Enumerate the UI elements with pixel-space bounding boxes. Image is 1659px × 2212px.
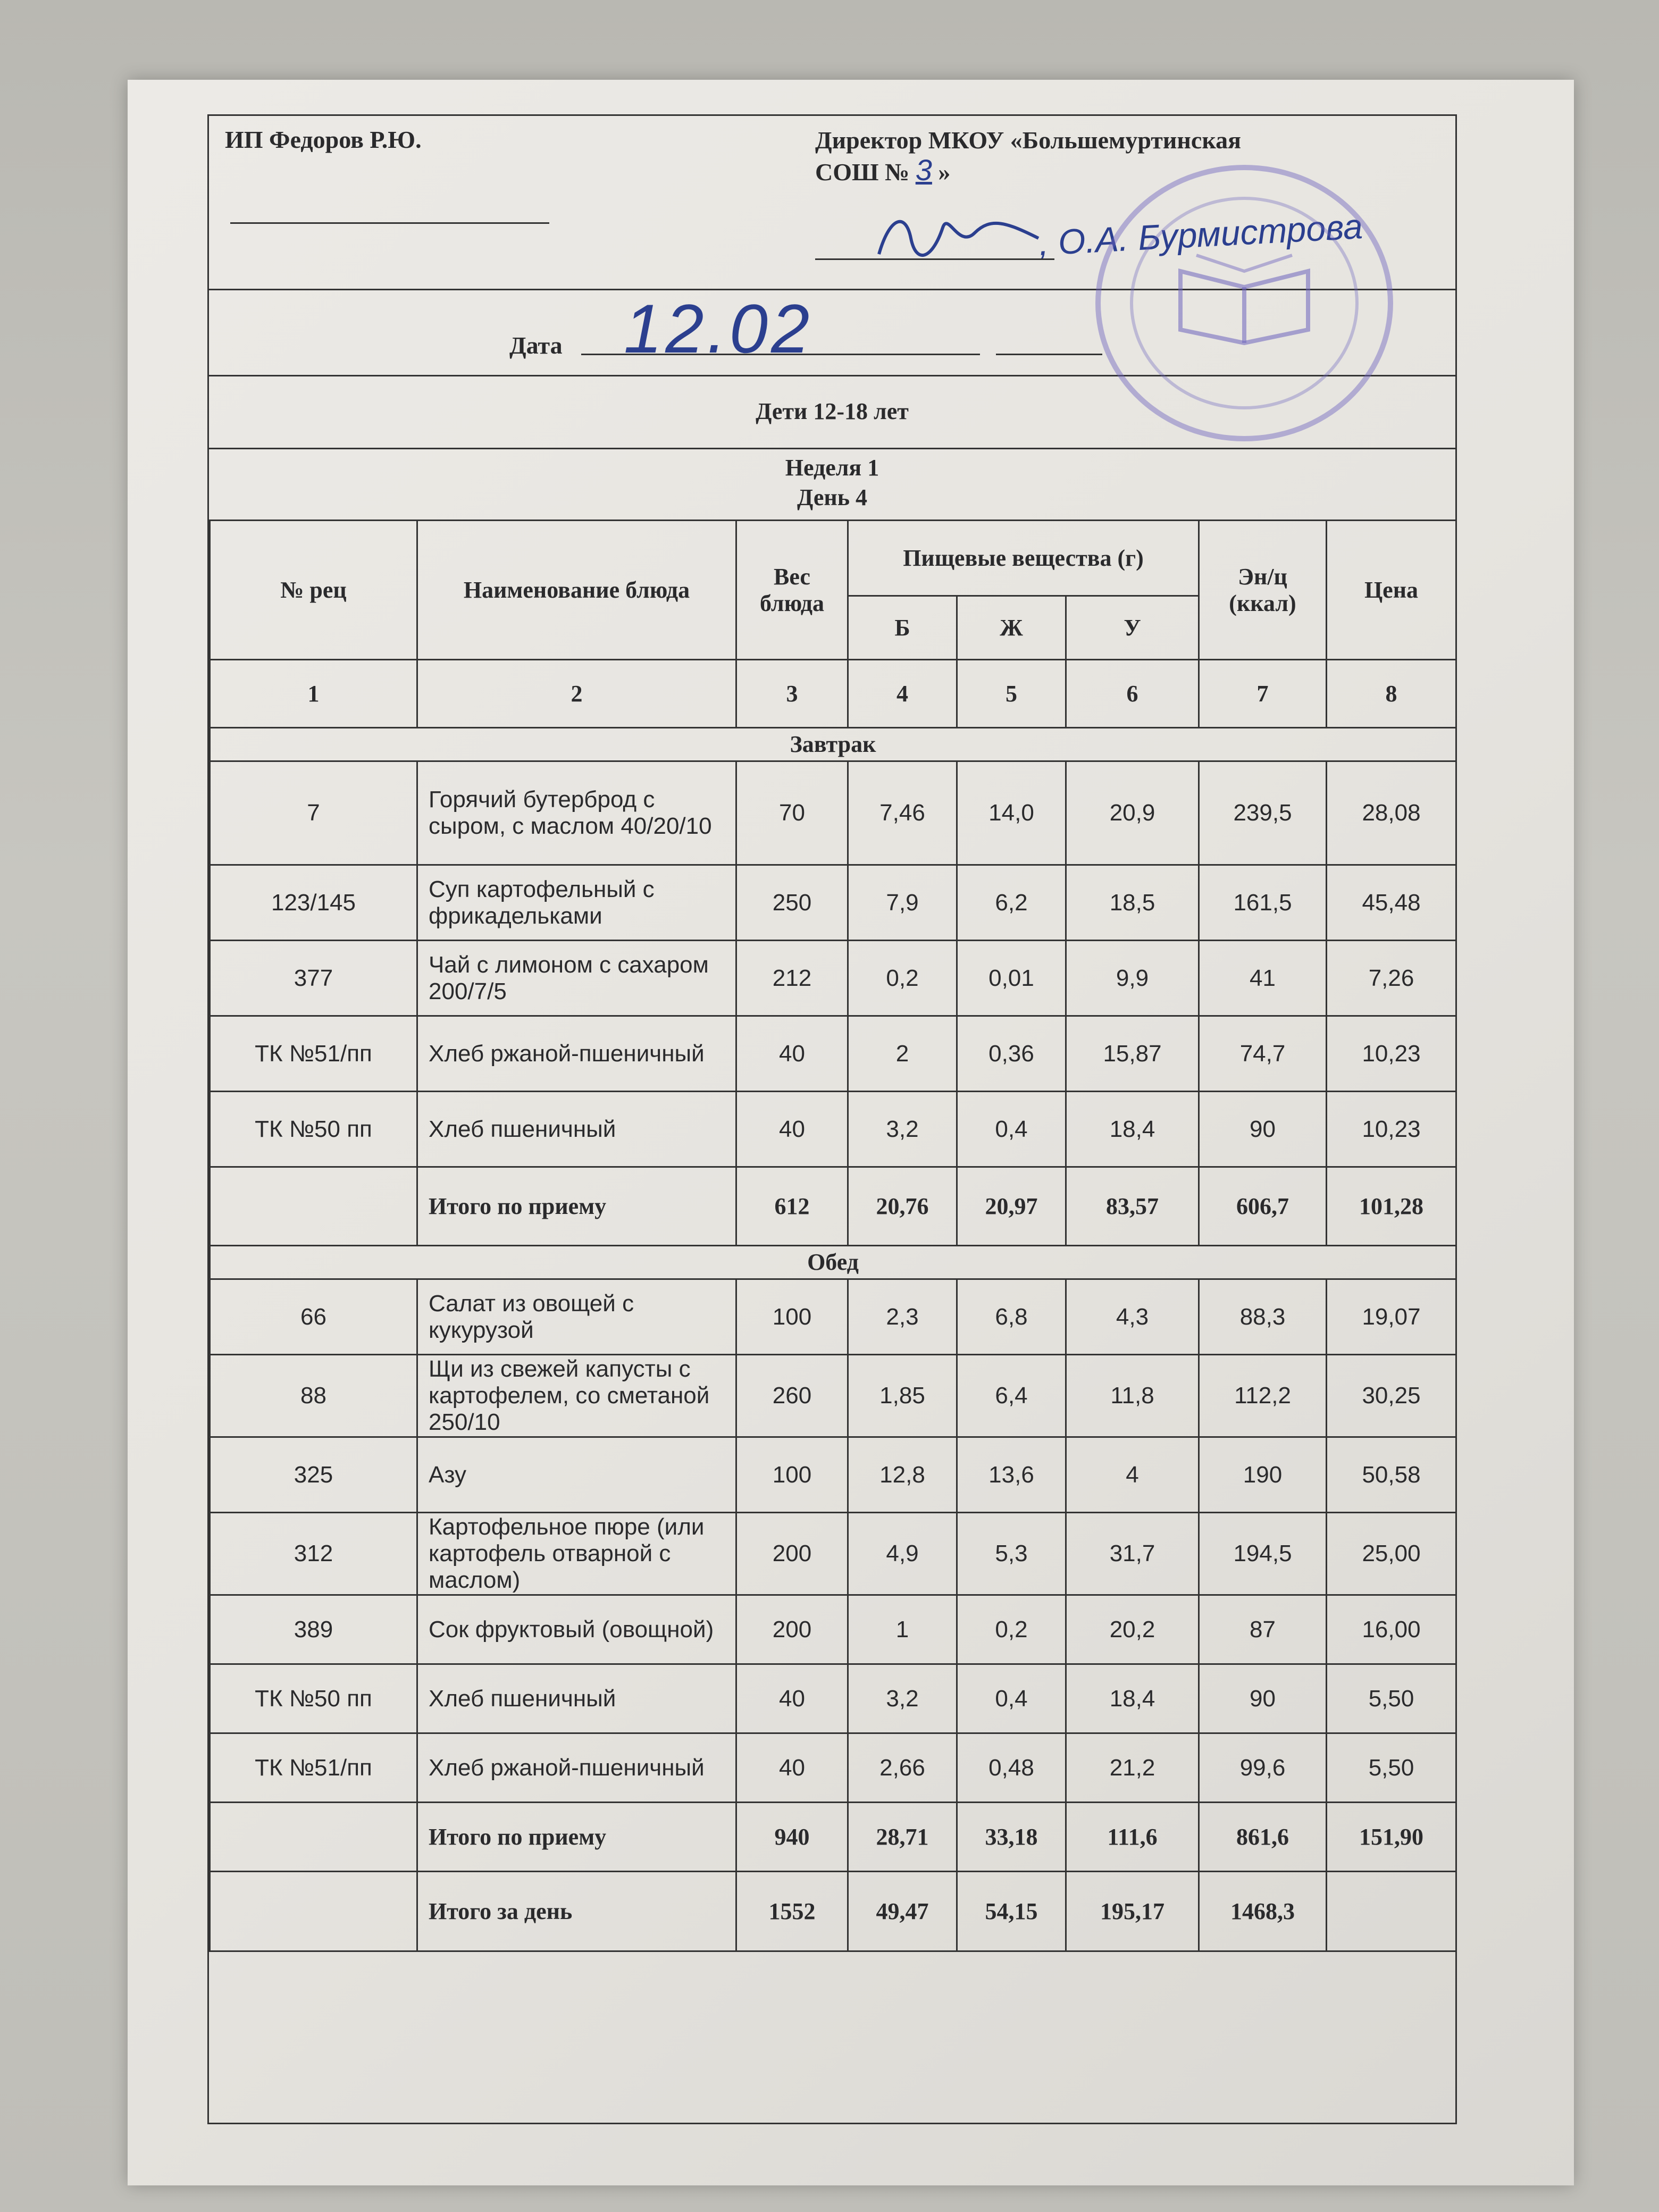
cell-zh: 6,8 — [957, 1279, 1066, 1355]
cell-price: 10,23 — [1327, 1092, 1456, 1167]
cell-weight: 100 — [736, 1437, 848, 1513]
cell-name: Чай с лимоном с сахаром 200/7/5 — [417, 941, 736, 1016]
table-row — [210, 941, 1456, 1016]
cell-b: 2 — [848, 1016, 957, 1092]
cell-name: Хлеб пшеничный — [417, 1664, 736, 1733]
cell-price: 10,23 — [1327, 1016, 1456, 1092]
date-value: 12.02 — [624, 290, 813, 367]
cell-energy: 161,5 — [1199, 865, 1327, 941]
cell-energy: 1468,3 — [1199, 1872, 1327, 1951]
cell-zh: 0,2 — [957, 1595, 1066, 1664]
cell-price — [1327, 1872, 1456, 1951]
cell-energy: 90 — [1199, 1664, 1327, 1733]
cell-b: 7,46 — [848, 761, 957, 865]
table-row — [210, 761, 1456, 865]
cell-rec: 389 — [210, 1595, 417, 1664]
cell-u: 18,4 — [1066, 1664, 1199, 1733]
cell-zh: 0,48 — [957, 1733, 1066, 1803]
cell-name: Горячий бутерброд с сыром, с маслом 40/20/10 — [417, 761, 736, 865]
cell-name: Сок фруктовый (овощной) — [417, 1595, 736, 1664]
cell-weight: 212 — [736, 941, 848, 1016]
cell-price: 7,26 — [1327, 941, 1456, 1016]
cell-rec: 325 — [210, 1437, 417, 1513]
cell-name: Салат из овощей с кукурузой — [417, 1279, 736, 1355]
cell-zh: 54,15 — [957, 1872, 1066, 1951]
cell-b: 28,71 — [848, 1803, 957, 1872]
col-num: 8 — [1327, 660, 1456, 728]
cell-weight: 40 — [736, 1733, 848, 1803]
table-row — [210, 1279, 1456, 1355]
cell-u: 11,8 — [1066, 1355, 1199, 1437]
cell-energy: 74,7 — [1199, 1016, 1327, 1092]
cell-name: Азу — [417, 1437, 736, 1513]
col-name: Наименование блюда — [417, 521, 736, 660]
cell-weight: 40 — [736, 1664, 848, 1733]
col-num: 3 — [736, 660, 848, 728]
col-num: 6 — [1066, 660, 1199, 728]
table-row — [210, 1733, 1456, 1803]
section-title: Обед — [210, 1246, 1456, 1279]
cell-u: 31,7 — [1066, 1513, 1199, 1595]
cell-energy: 99,6 — [1199, 1733, 1327, 1803]
cell-energy: 87 — [1199, 1595, 1327, 1664]
cell-energy: 90 — [1199, 1092, 1327, 1167]
cell-u: 4,3 — [1066, 1279, 1199, 1355]
school-prefix: СОШ № — [815, 158, 910, 186]
cell-name: Щи из свежей капусты с картофелем, со сметаной 250/10 — [417, 1355, 736, 1437]
cell-b: 3,2 — [848, 1664, 957, 1733]
day-label: День 4 — [797, 484, 867, 510]
cell-b: 1,85 — [848, 1355, 957, 1437]
director-signature-line — [815, 258, 1054, 260]
table-row — [210, 1664, 1456, 1733]
cell-price: 16,00 — [1327, 1595, 1456, 1664]
cell-rec: ТК №50 пп — [210, 1664, 417, 1733]
school-stamp — [1095, 165, 1393, 441]
cell-energy: 112,2 — [1199, 1355, 1327, 1437]
cell-rec: 88 — [210, 1355, 417, 1437]
cell-rec: ТК №50 пп — [210, 1092, 417, 1167]
col-nutrients: Пищевые вещества (г) — [848, 521, 1199, 596]
cell-price: 28,08 — [1327, 761, 1456, 865]
cell-price: 151,90 — [1327, 1803, 1456, 1872]
cell-zh: 0,4 — [957, 1664, 1066, 1733]
table-row — [210, 1355, 1456, 1437]
section-title: Завтрак — [210, 728, 1456, 761]
cell-weight: 200 — [736, 1513, 848, 1595]
cell-energy: 861,6 — [1199, 1803, 1327, 1872]
cell-b: 0,2 — [848, 941, 957, 1016]
date-label: Дата — [509, 332, 563, 359]
school-suffix: » — [938, 158, 951, 186]
cell-rec: 377 — [210, 941, 417, 1016]
table-row — [210, 1513, 1456, 1595]
cell-b: 49,47 — [848, 1872, 957, 1951]
lunch-total-row — [210, 1803, 1456, 1872]
cell-price: 45,48 — [1327, 865, 1456, 941]
cell-total-label: Итого по приему — [417, 1167, 736, 1246]
cell-name: Хлеб ржаной-пшеничный — [417, 1016, 736, 1092]
cell-u: 18,4 — [1066, 1092, 1199, 1167]
col-rec: № рец — [210, 521, 417, 660]
cell-weight: 100 — [736, 1279, 848, 1355]
col-num: 1 — [210, 660, 417, 728]
cell-energy: 88,3 — [1199, 1279, 1327, 1355]
cell-weight: 260 — [736, 1355, 848, 1437]
table-row — [210, 1016, 1456, 1092]
cell-zh: 14,0 — [957, 761, 1066, 865]
cell-rec: ТК №51/пп — [210, 1733, 417, 1803]
cell-zh: 0,4 — [957, 1092, 1066, 1167]
cell-rec: ТК №51/пп — [210, 1016, 417, 1092]
cell-b: 2,3 — [848, 1279, 957, 1355]
cell-energy: 190 — [1199, 1437, 1327, 1513]
table-row — [210, 865, 1456, 941]
cell-energy: 239,5 — [1199, 761, 1327, 865]
cell-u: 18,5 — [1066, 865, 1199, 941]
cell-total-label: Итого по приему — [417, 1803, 736, 1872]
col-num: 4 — [848, 660, 957, 728]
cell-price: 5,50 — [1327, 1733, 1456, 1803]
cell-zh: 20,97 — [957, 1167, 1066, 1246]
col-u: У — [1066, 596, 1199, 660]
age-group: Дети 12-18 лет — [209, 375, 1455, 449]
cell-name: Суп картофельный с фрикадельками — [417, 865, 736, 941]
cell-u: 111,6 — [1066, 1803, 1199, 1872]
menu-table — [209, 520, 1457, 1952]
col-num: 5 — [957, 660, 1066, 728]
cell-u: 195,17 — [1066, 1872, 1199, 1951]
cell-zh: 5,3 — [957, 1513, 1066, 1595]
col-zh: Ж — [957, 596, 1066, 660]
cell-price: 30,25 — [1327, 1355, 1456, 1437]
cell-b: 7,9 — [848, 865, 957, 941]
cell-energy: 194,5 — [1199, 1513, 1327, 1595]
cell-u: 15,87 — [1066, 1016, 1199, 1092]
col-num: 7 — [1199, 660, 1327, 728]
school-number: 3 — [915, 153, 932, 187]
date-line-extension — [996, 354, 1102, 355]
cell-rec: 123/145 — [210, 865, 417, 941]
section-breakfast — [210, 728, 1456, 761]
cell-price: 25,00 — [1327, 1513, 1456, 1595]
cell-total-label: Итого за день — [417, 1872, 736, 1951]
director-title-line1: Директор МКОУ «Большемуртинская — [815, 127, 1242, 154]
cell-zh: 33,18 — [957, 1803, 1066, 1872]
cell-name: Хлеб ржаной-пшеничный — [417, 1733, 736, 1803]
date-line — [581, 354, 980, 355]
cell-weight: 200 — [736, 1595, 848, 1664]
cell-price: 101,28 — [1327, 1167, 1456, 1246]
cell-b: 4,9 — [848, 1513, 957, 1595]
cell-price: 5,50 — [1327, 1664, 1456, 1733]
supplier-signature-line — [230, 222, 549, 224]
cell-zh: 6,4 — [957, 1355, 1066, 1437]
cell-weight: 612 — [736, 1167, 848, 1246]
column-numbers-row — [210, 660, 1456, 728]
footer-empty-row — [209, 2043, 1455, 2123]
cell-u: 9,9 — [1066, 941, 1199, 1016]
cell-weight: 940 — [736, 1803, 848, 1872]
day-total-row — [210, 1872, 1456, 1951]
director-title — [815, 125, 1241, 187]
cell-b: 3,2 — [848, 1092, 957, 1167]
week-label: Неделя 1 — [785, 455, 879, 481]
director-signature-name: , О.А. Бурмистрова — [1037, 206, 1364, 263]
cell-rec-empty — [210, 1167, 417, 1246]
supplier-name: ИП Федоров Р.Ю. — [225, 126, 422, 153]
cell-weight: 40 — [736, 1092, 848, 1167]
open-book-icon — [1175, 250, 1313, 346]
col-b: Б — [848, 596, 957, 660]
table-row — [210, 1092, 1456, 1167]
cell-u: 83,57 — [1066, 1167, 1199, 1246]
cell-u: 21,2 — [1066, 1733, 1199, 1803]
director-signature-scribble — [868, 206, 1049, 265]
col-energy: Эн/ц (ккал) — [1199, 521, 1327, 660]
cell-name: Хлеб пшеничный — [417, 1092, 736, 1167]
cell-rec: 7 — [210, 761, 417, 865]
cell-weight: 70 — [736, 761, 848, 865]
table-row — [210, 1595, 1456, 1664]
cell-energy: 41 — [1199, 941, 1327, 1016]
cell-b: 2,66 — [848, 1733, 957, 1803]
cell-price: 50,58 — [1327, 1437, 1456, 1513]
col-price: Цена — [1327, 521, 1456, 660]
cell-u: 4 — [1066, 1437, 1199, 1513]
cell-rec: 312 — [210, 1513, 417, 1595]
cell-rec-empty — [210, 1872, 417, 1951]
cell-zh: 13,6 — [957, 1437, 1066, 1513]
cell-u: 20,9 — [1066, 761, 1199, 865]
cell-zh: 0,36 — [957, 1016, 1066, 1092]
cell-weight: 1552 — [736, 1872, 848, 1951]
cell-u: 20,2 — [1066, 1595, 1199, 1664]
cell-zh: 6,2 — [957, 865, 1066, 941]
cell-name: Картофельное пюре (или картофель отварной с маслом) — [417, 1513, 736, 1595]
col-weight: Вес блюда — [736, 521, 848, 660]
section-lunch — [210, 1246, 1456, 1279]
col-num: 2 — [417, 660, 736, 728]
cell-b: 20,76 — [848, 1167, 957, 1246]
table-row — [210, 1437, 1456, 1513]
cell-weight: 40 — [736, 1016, 848, 1092]
week-day-row — [209, 448, 1455, 521]
cell-b: 12,8 — [848, 1437, 957, 1513]
cell-price: 19,07 — [1327, 1279, 1456, 1355]
cell-rec-empty — [210, 1803, 417, 1872]
cell-rec: 66 — [210, 1279, 417, 1355]
cell-weight: 250 — [736, 865, 848, 941]
cell-b: 1 — [848, 1595, 957, 1664]
breakfast-total-row — [210, 1167, 1456, 1246]
cell-zh: 0,01 — [957, 941, 1066, 1016]
cell-energy: 606,7 — [1199, 1167, 1327, 1246]
